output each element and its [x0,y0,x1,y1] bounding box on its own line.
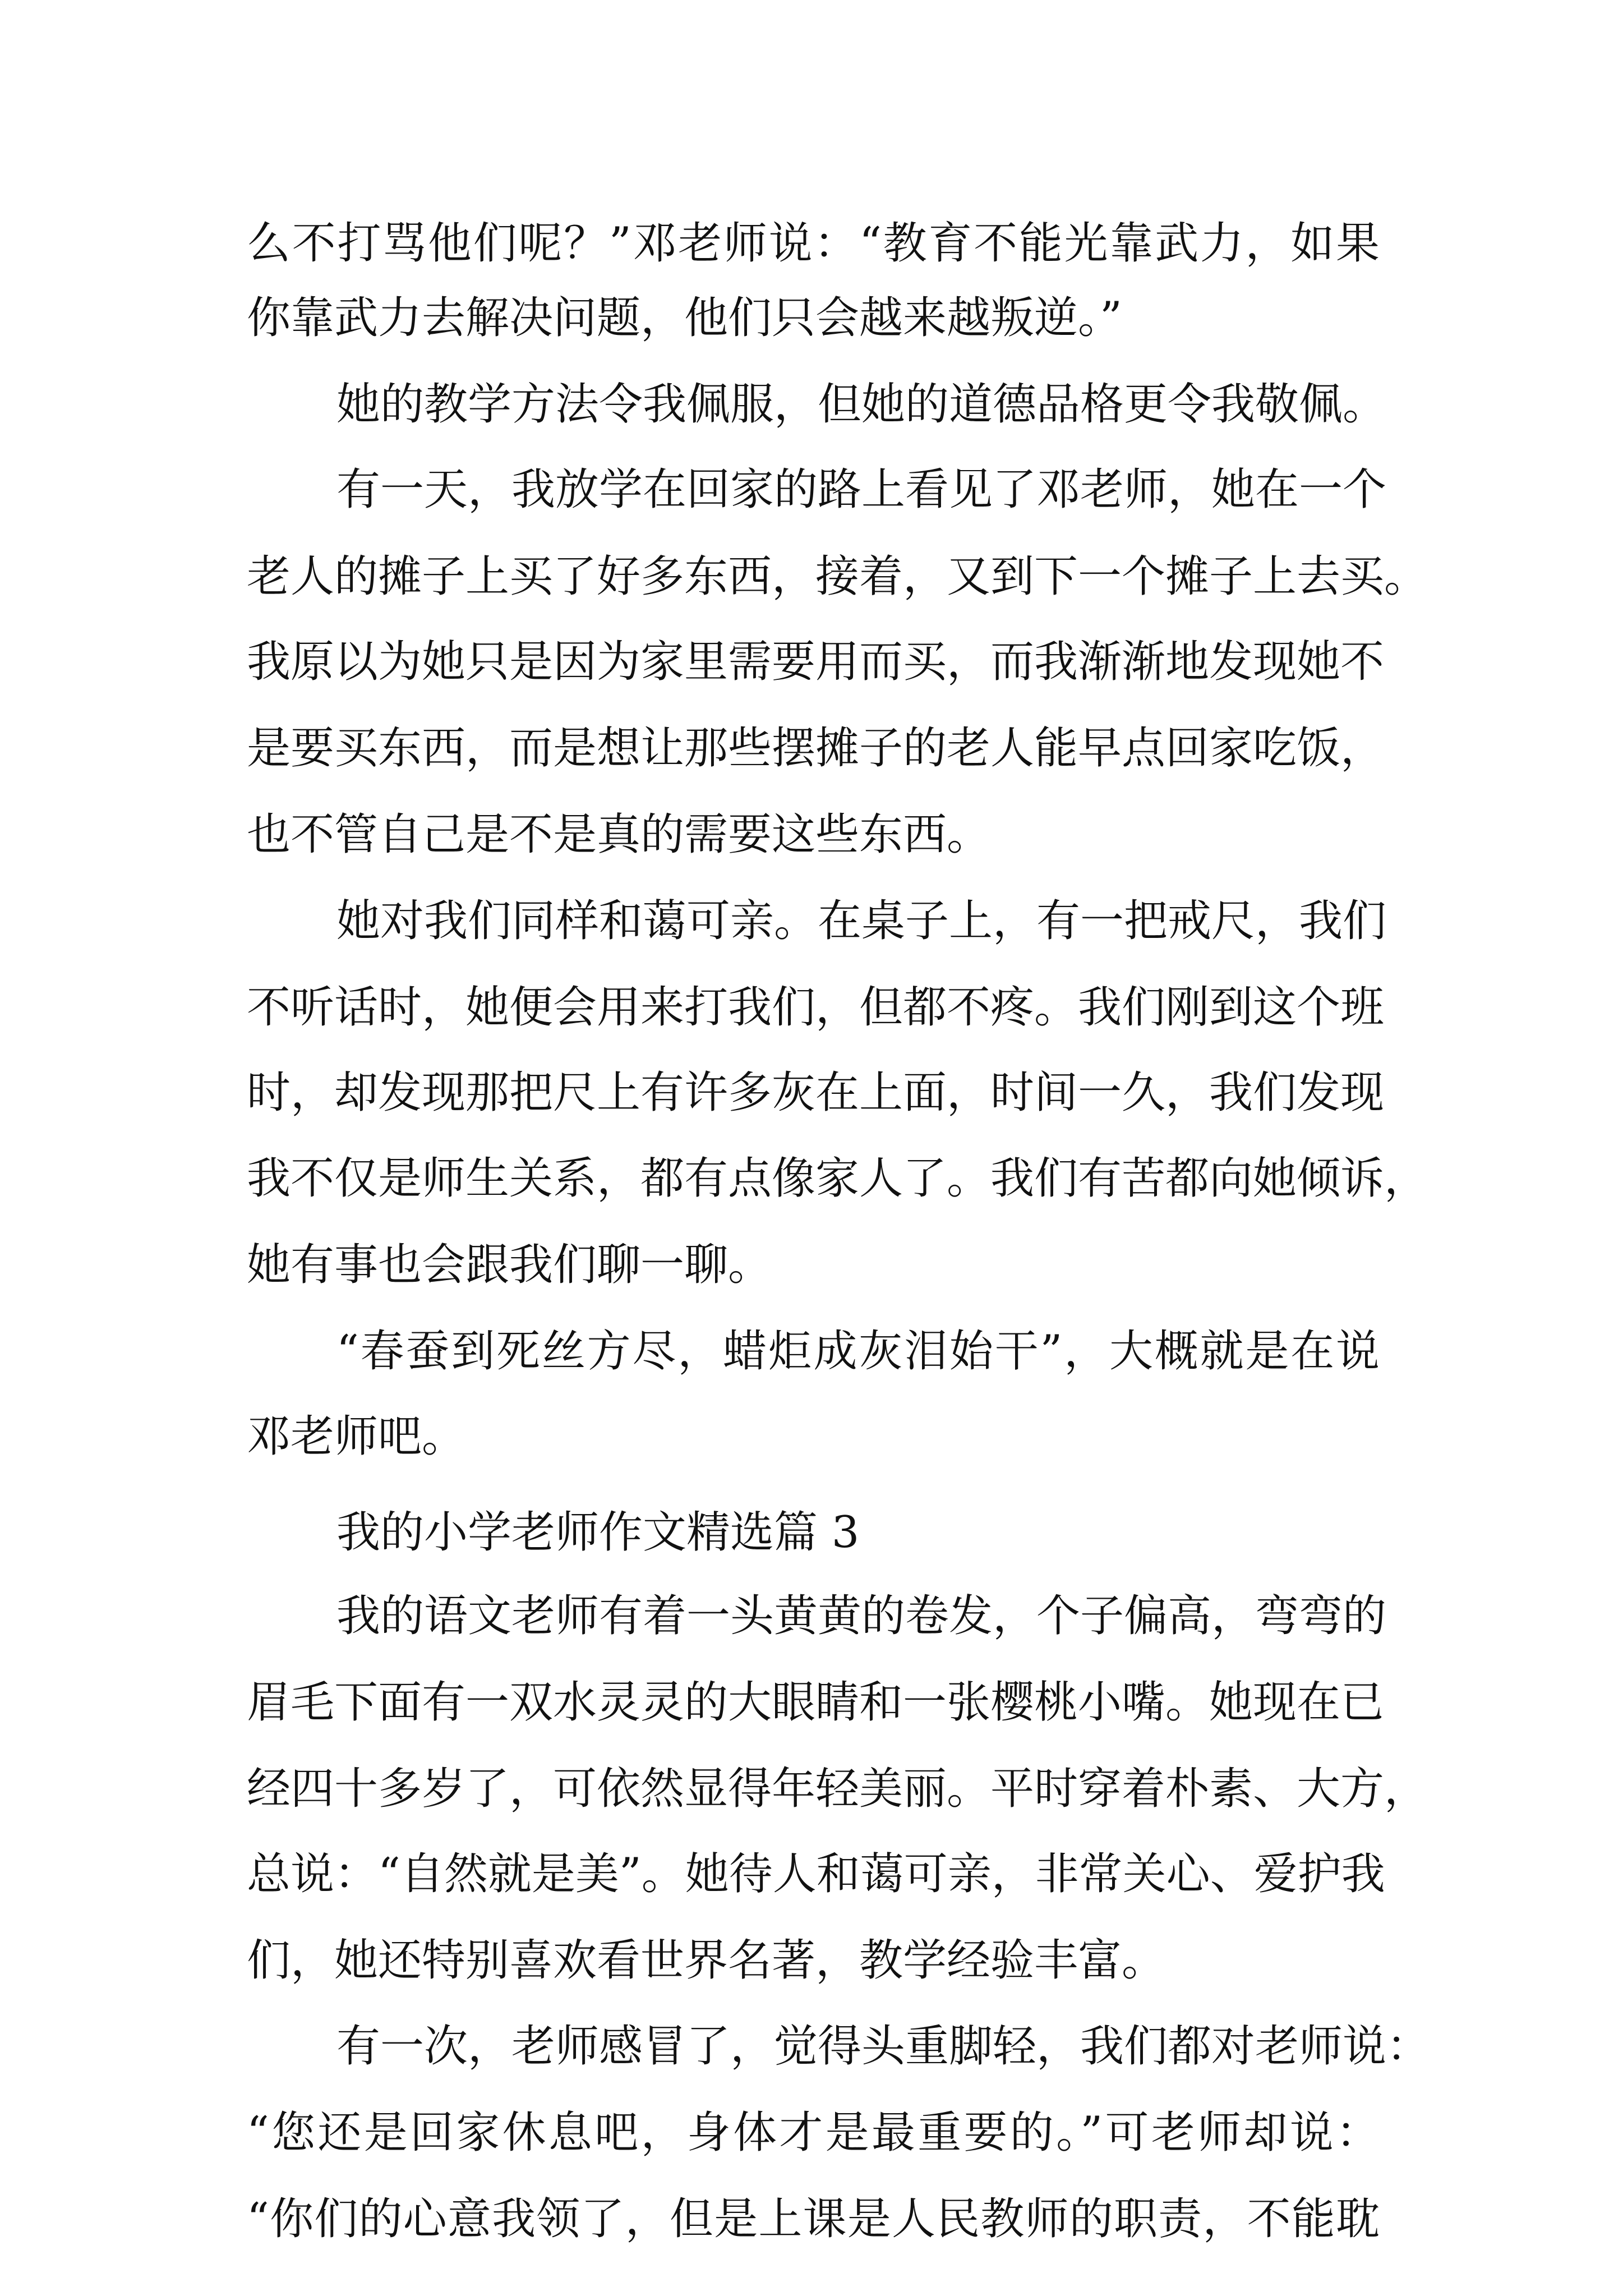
text-line: 是要买东西，而是想让那些摆摊子的老人能早点回家吃饭， [247,723,1385,774]
text-line: 邓老师吧。 [247,1411,466,1462]
text-line: 也不管自己是不是真的需要这些东西。 [247,809,991,860]
text-line: 有一天，我放学在回家的路上看见了邓老师，她在一个 [336,464,1387,515]
text-line: 总说：“自然就是美”。她待人和蔼可亲，非常关心、爱护我 [247,1849,1385,1899]
text-line: “您还是回家休息吧，身体才是最重要的。”可老师却说： [247,2108,1380,2158]
text-line: 眉毛下面有一双水灵灵的大眼睛和一张樱桃小嘴。她现在已 [247,1677,1385,1728]
text-line: 经四十多岁了，可依然显得年轻美丽。平时穿着朴素、大方， [247,1764,1428,1814]
text-line: 她有事也会跟我们聊一聊。 [247,1240,772,1290]
text-line: 们，她还特别喜欢看世界名著，教学经验丰富。 [247,1935,1166,1986]
text-line: 我原以为她只是因为家里需要用而买，而我渐渐地发现她不 [247,637,1385,687]
text-line: 不听话时，她便会用来打我们，但都不疼。我们刚到这个班 [247,982,1385,1033]
text-line: 你靠武力去解决问题，他们只会越来越叛逆。” [247,293,1122,343]
text-line: 我的语文老师有着一头黄黄的卷发，个子偏高，弯弯的 [336,1591,1387,1641]
text-line: 老人的摊子上买了好多东西，接着，又到下一个摊子上去买。 [247,551,1428,602]
text-line: 我不仅是师生关系，都有点像家人了。我们有苦都向她倾诉， [247,1153,1428,1204]
section-heading: 我的小学老师作文精选篇 3 [336,1507,860,1558]
text-line: 她的教学方法令我佩服，但她的道德品格更令我敬佩。 [336,379,1387,430]
text-line: 有一次，老师感冒了，觉得头重脚轻，我们都对老师说： [336,2021,1431,2072]
text-line: 时，却发现那把尺上有许多灰在上面，时间一久，我们发现 [247,1068,1385,1118]
text-line: “春蚕到死丝方尽，蜡炬成灰泪始干”，大概就是在说 [336,1326,1380,1377]
text-line: “你们的心意我领了，但是上课是人民教师的职责，不能耽 [247,2194,1380,2244]
text-line: 她对我们同样和蔼可亲。在桌子上，有一把戒尺，我们 [336,896,1387,946]
text-line: 么不打骂他们呢？”邓老师说：“教育不能光靠武力，如果 [247,218,1380,269]
